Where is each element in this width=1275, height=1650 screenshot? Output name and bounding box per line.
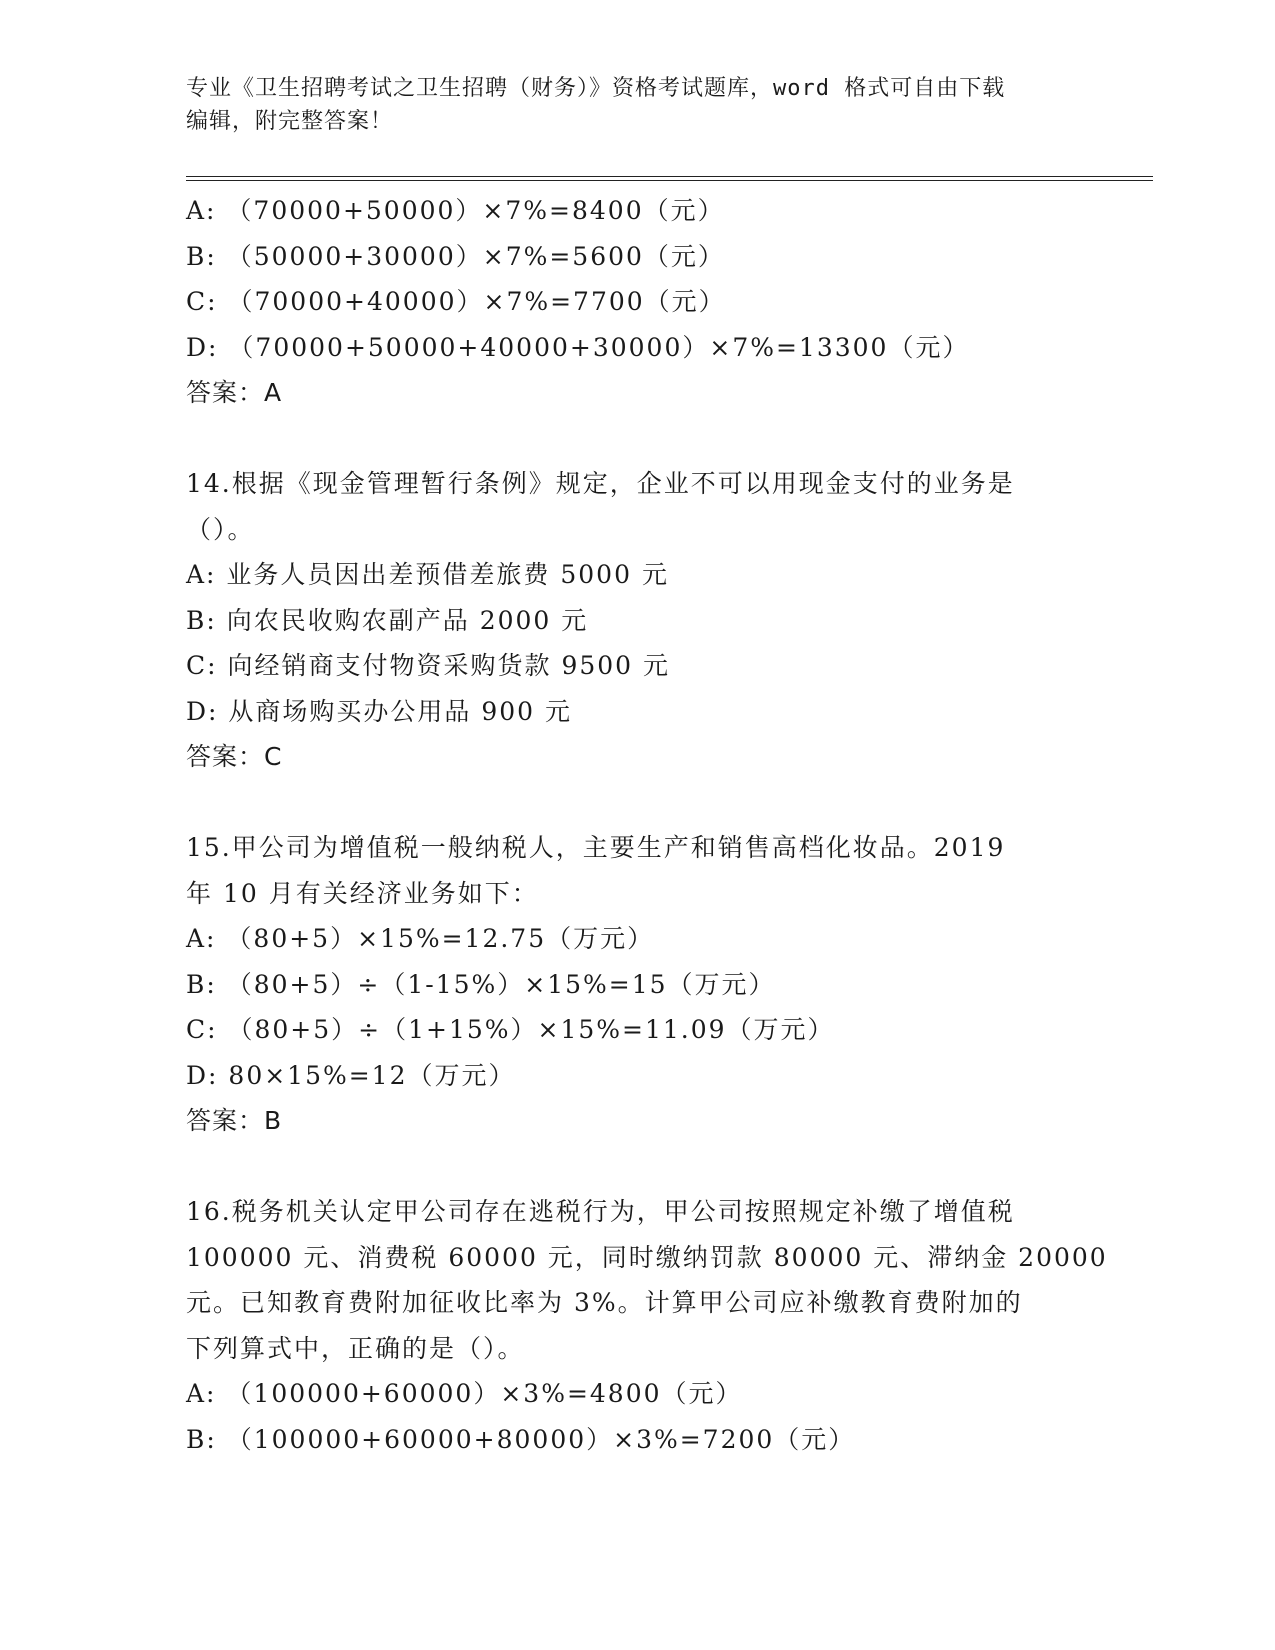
question-stem-line: 下列算式中，正确的是（）。 <box>186 1333 525 1363</box>
question-list <box>186 188 1108 1462</box>
option-d: D: （70000+50000+40000+30000）×7%=13300（元） <box>186 332 970 362</box>
question-stem-line: 年 10 月有关经济业务如下： <box>186 878 539 908</box>
question-15 <box>186 825 1086 1144</box>
answer-line: 答案：B <box>186 1106 283 1135</box>
option-b: B: （100000+60000+80000）×3%=7200（元） <box>186 1424 856 1454</box>
option-b: B: （80+5）÷（1-15%）×15%=15（万元） <box>186 969 776 999</box>
question-stem-line: 100000 元、消费税 60000 元，同时缴纳罚款 80000 元、滞纳金 20000 <box>186 1242 1108 1272</box>
option-c: C: 向经销商支付物资采购货款 9500 元 <box>186 651 671 680</box>
answer-line: 答案：C <box>186 742 283 771</box>
document-header <box>186 72 1086 138</box>
option-a: A: 业务人员因出差预借差旅费 5000 元 <box>186 560 669 589</box>
header-line-1: 专业《卫生招聘考试之卫生招聘（财务）》资格考试题库，word 格式可自由下载 <box>186 76 1006 101</box>
option-d: D: 从商场购买办公用品 900 元 <box>186 696 573 726</box>
answer-line: 答案：A <box>186 378 283 407</box>
question-stem-line: 16.税务机关认定甲公司存在逃税行为，甲公司按照规定补缴了增值税 <box>186 1197 1015 1226</box>
spacer <box>186 780 1086 826</box>
option-a: A: （70000+50000）×7%=8400（元） <box>186 196 725 225</box>
question-13 <box>186 188 1086 416</box>
header-divider <box>186 176 1153 181</box>
option-b: B: 向农民收购农副产品 2000 元 <box>186 605 589 635</box>
question-stem-line: 15.甲公司为增值税一般纳税人，主要生产和销售高档化妆品。2019 <box>186 833 1006 862</box>
question-stem-line: （）。 <box>186 514 255 544</box>
question-stem-line: 14.根据《现金管理暂行条例》规定，企业不可以用现金支付的业务是 <box>186 469 1015 498</box>
option-b: B: （50000+30000）×7%=5600（元） <box>186 241 725 271</box>
spacer <box>186 1144 1086 1190</box>
question-14 <box>186 461 1086 780</box>
option-d: D: 80×15%=12（万元） <box>186 1060 516 1090</box>
header-line-2: 编辑，附完整答案！ <box>186 109 394 134</box>
option-c: C: （70000+40000）×7%=7700（元） <box>186 287 726 316</box>
spacer <box>186 416 1086 462</box>
question-stem-line: 元。已知教育费附加征收比率为 3%。计算甲公司应补缴教育费附加的 <box>186 1288 1023 1317</box>
option-c: C: （80+5）÷（1+15%）×15%=11.09（万元） <box>186 1015 835 1044</box>
option-a: A: （80+5）×15%=12.75（万元） <box>186 924 655 953</box>
question-16 <box>186 1189 1108 1462</box>
option-a: A: （100000+60000）×3%=4800（元） <box>186 1379 743 1408</box>
